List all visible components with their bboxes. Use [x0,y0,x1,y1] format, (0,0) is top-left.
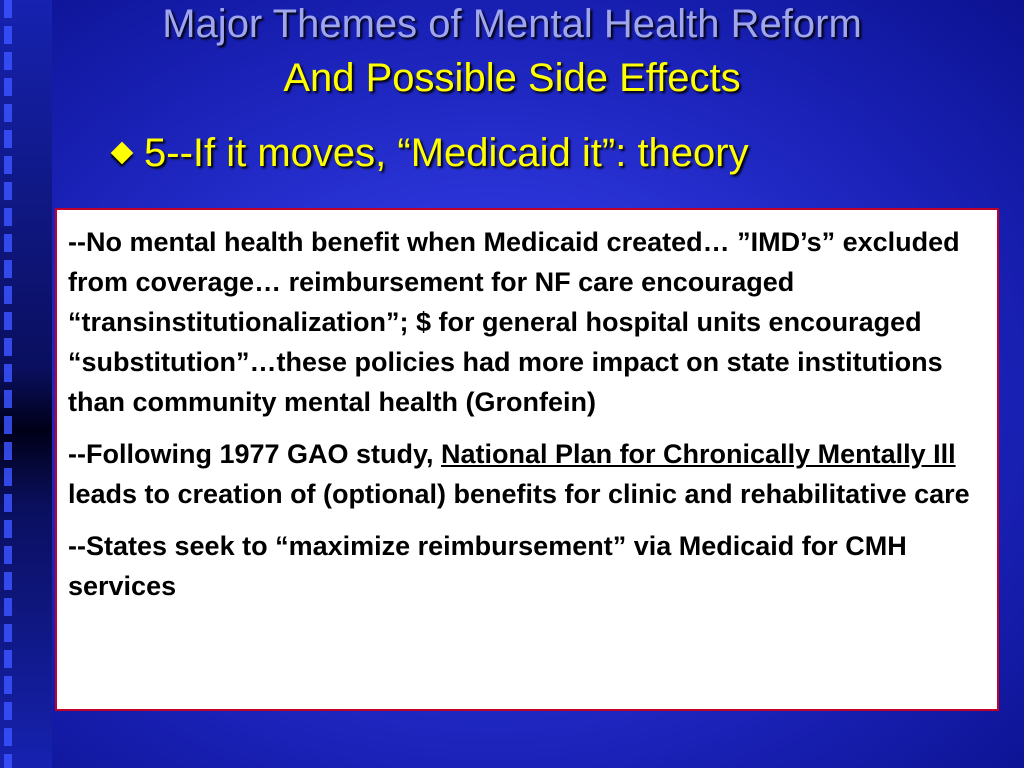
paragraph-gao-study [68,434,985,514]
slide-subtitle: And Possible Side Effects [283,56,741,100]
paragraph-states-reimbursement: --States seek to “maximize reimbursement” via Medicaid for CMH services [68,531,907,601]
left-dash-border [4,0,12,768]
paragraph-gao-outcome: leads to creation of (optional) benefits for clinic and rehabilitative care [68,479,970,509]
national-plan-title: National Plan for Chronically Mentally Ill [441,439,956,469]
paragraph-gao-intro: --Following 1977 GAO study, [68,439,442,469]
slide-title: Major Themes of Mental Health Reform [162,2,862,46]
content-box [55,208,999,711]
bullet-text: 5--If it moves, “Medicaid it”: theory [144,131,749,175]
diamond-bullet-icon [111,142,134,165]
paragraph-medicaid-history: --No mental health benefit when Medicaid created… ”IMD’s” excluded from coverage… reimbursement for NF care encouraged “transinstitutionalization”; $ for general hospital units encouraged “substitution”…these policies had more impact on state institutions than community mental health (Gronfein) [68,227,960,417]
bullet-point [108,130,749,176]
